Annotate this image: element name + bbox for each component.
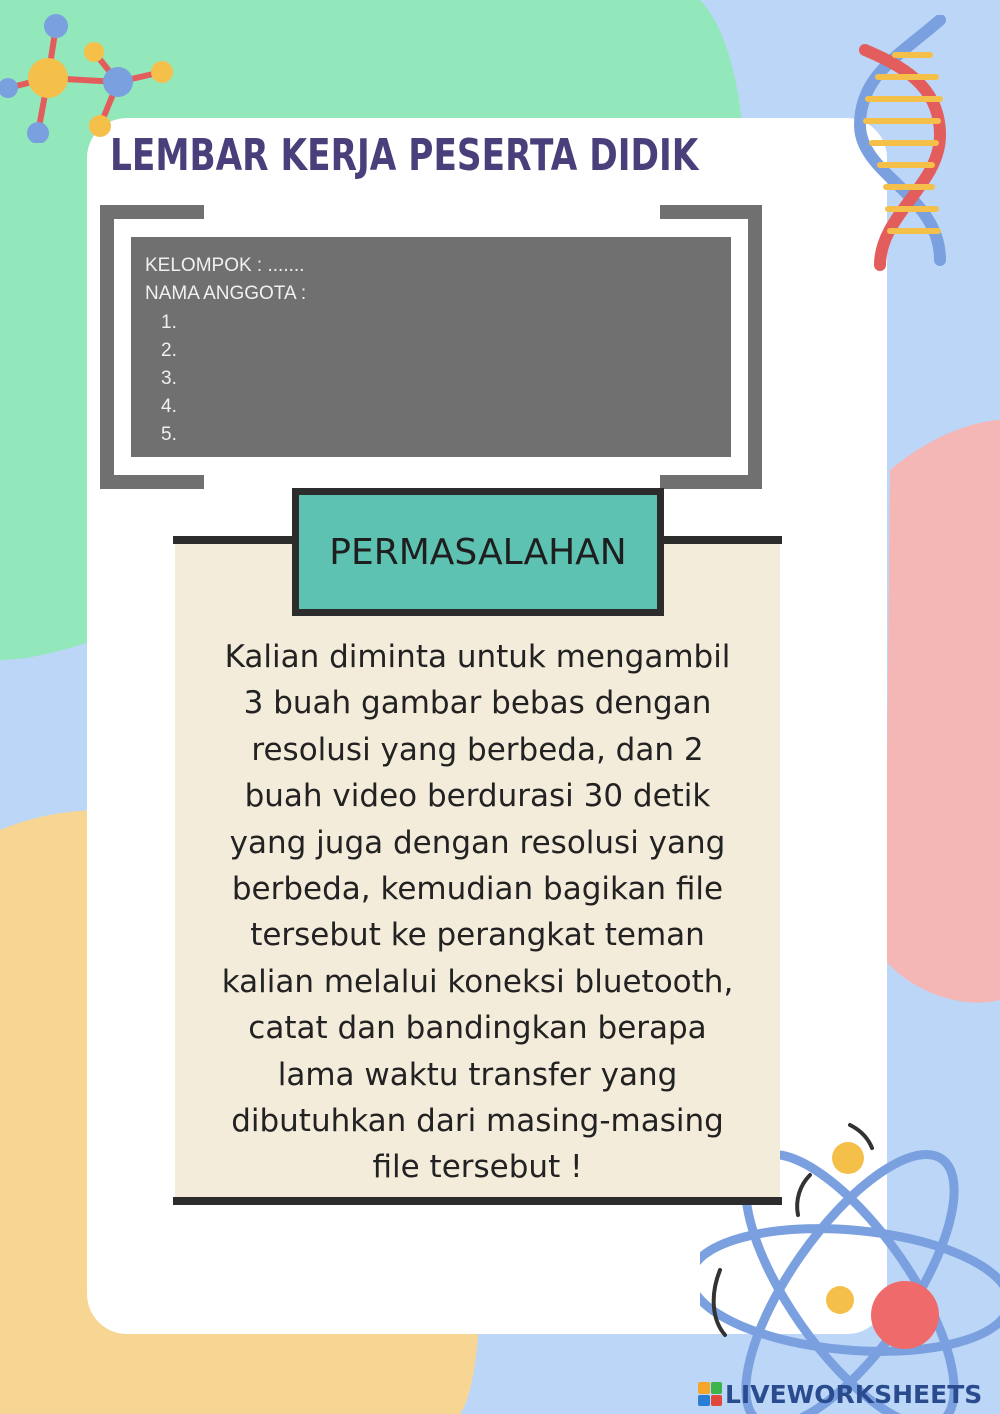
problem-line: catat dan bandingkan berapa bbox=[248, 1010, 707, 1047]
problem-heading: PERMASALAHAN bbox=[329, 531, 627, 573]
member-item: 1. bbox=[161, 312, 177, 333]
problem-line: 3 buah gambar bebas dengan bbox=[243, 685, 712, 722]
problem-line: tersebut ke perangkat teman bbox=[250, 917, 705, 954]
watermark-text: LIVEWORKSHEETS bbox=[725, 1379, 983, 1409]
problem-text bbox=[200, 634, 755, 1191]
problem-line: Kalian diminta untuk mengambil bbox=[224, 639, 731, 675]
problem-line: buah video berdurasi 30 detik bbox=[244, 778, 711, 815]
problem-line: yang juga dengan resolusi yang bbox=[229, 824, 726, 861]
member-list bbox=[145, 309, 177, 449]
molecule-icon bbox=[0, 8, 185, 143]
problem-line: kalian melalui koneksi bluetooth, bbox=[221, 963, 734, 1000]
nama-anggota-label: NAMA ANGGOTA : bbox=[145, 283, 307, 304]
liveworksheets-logo-icon bbox=[698, 1382, 722, 1406]
dna-icon bbox=[840, 15, 980, 275]
kelompok-label: KELOMPOK : ....... bbox=[145, 255, 305, 276]
problem-line: dibutuhkan dari masing-masing bbox=[231, 1103, 724, 1140]
problem-line: file tersebut ! bbox=[372, 1149, 583, 1186]
problem-line: lama waktu transfer yang bbox=[277, 1056, 678, 1093]
liveworksheets-watermark[interactable] bbox=[698, 1378, 982, 1410]
member-item: 4. bbox=[161, 396, 177, 417]
problem-heading-box bbox=[292, 488, 664, 616]
member-item: 5. bbox=[161, 424, 177, 445]
divider bbox=[658, 536, 782, 544]
group-info-box bbox=[131, 237, 731, 457]
member-item: 2. bbox=[161, 340, 177, 361]
problem-line: resolusi yang berbeda, dan 2 bbox=[251, 731, 704, 768]
problem-line: berbeda, kemudian bagikan file bbox=[231, 871, 724, 908]
divider bbox=[173, 536, 295, 544]
page-title: LEMBAR KERJA PESERTA DIDIK bbox=[110, 130, 699, 181]
member-item: 3. bbox=[161, 368, 177, 389]
divider bbox=[173, 1197, 782, 1205]
